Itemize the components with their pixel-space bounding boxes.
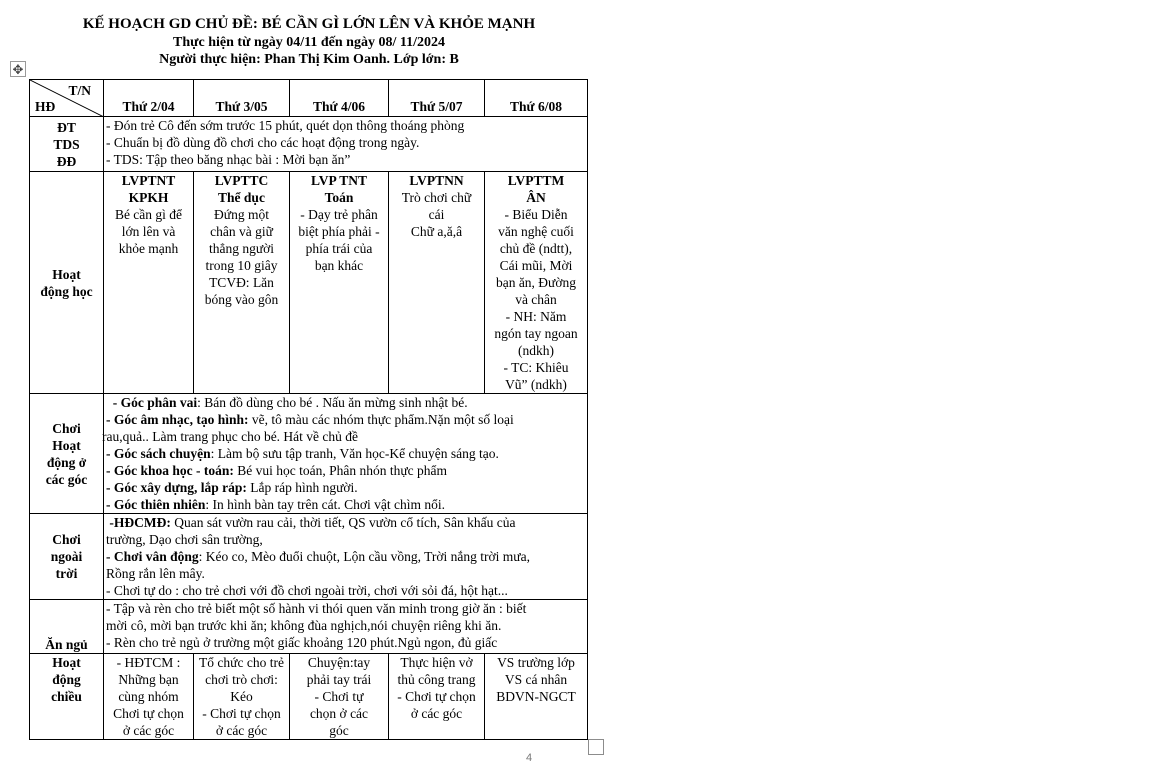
text-line: - Biểu Diễn	[504, 207, 568, 222]
goc-key: - Góc thiên nhiên	[106, 497, 206, 512]
label-line: ĐT	[57, 119, 76, 135]
corner-top-label: T/N	[68, 83, 91, 98]
text-line: Cái mũi, Mời	[499, 258, 573, 273]
hdh-cell-wed	[290, 172, 389, 394]
text-line: - NH: Năm	[505, 309, 567, 324]
goc-text: : Làm bộ sưu tập tranh, Văn học-Kể chuyện sáng tạo.	[210, 446, 499, 461]
goc-item	[106, 445, 585, 462]
label-line: Hoạt	[52, 266, 81, 282]
plan-table	[29, 79, 588, 740]
goc-key: - Góc sách chuyện	[106, 446, 211, 461]
text-line: - Rèn cho trẻ ngủ ở trường một giấc khoảng 120 phút.Ngủ ngon, đủ giấc	[106, 635, 498, 650]
label-line: Hoạt	[52, 655, 81, 670]
goc-item	[106, 394, 585, 411]
text-line: và chân	[515, 292, 557, 307]
text-line: ở các góc	[122, 723, 175, 738]
text-line: khỏe mạnh	[118, 241, 179, 256]
label-line: Hoạt	[52, 437, 81, 453]
text-line: - Đón trẻ Cô đến sớm trước 15 phút, quét dọn thông thoáng phòng	[106, 118, 465, 133]
don-tre-content	[104, 117, 588, 172]
subject-line: Thể dục	[218, 190, 265, 205]
text-line: lớn lên và	[121, 224, 176, 239]
corner-bottom-label: HĐ	[35, 99, 56, 114]
text-line: phía trái của	[305, 241, 373, 256]
label-line: Chơi	[52, 532, 81, 547]
row-label-don-tre	[30, 117, 104, 172]
goc-text: Bé vui học toán, Phân nhón thực phẩm	[233, 463, 448, 478]
row-hoat-dong-hoc	[30, 172, 588, 394]
ngoai-item	[106, 582, 585, 599]
goc-item	[106, 479, 585, 496]
text-line: TCVĐ: Lăn	[209, 275, 274, 290]
text-line: chọn ở các	[309, 706, 369, 721]
row-label-an-ngu: Ăn ngủ	[30, 600, 104, 654]
row-label-hoat-dong-chieu	[30, 654, 104, 740]
row-label-choi-goc	[30, 394, 104, 514]
goc-text: Lắp ráp hình người.	[246, 480, 358, 495]
text-line: thẳng người	[208, 241, 275, 256]
text-line: chân và giữ	[210, 224, 273, 239]
label-line: động ở	[46, 454, 87, 470]
goc-item	[102, 428, 585, 445]
text-line: Đứng một	[214, 207, 269, 222]
ngoai-text: Quan sát vườn rau cải, thời tiết, QS vườn cổ tích, Sân khấu của	[170, 515, 516, 530]
subject-line: LVPTNT	[121, 173, 176, 188]
an-ngu-content	[104, 600, 588, 654]
text-line: - TDS: Tập theo băng nhạc bài : Mời bạn ăn”	[106, 152, 351, 167]
ngoai-item	[106, 548, 585, 565]
goc-text: : In hình bàn tay trên cát. Chơi vật chìm nổi.	[205, 497, 445, 512]
text-line: phải tay trái	[306, 672, 372, 687]
text-line: Những bạn	[118, 672, 179, 687]
subject-line: LVPTNN	[409, 173, 464, 188]
text-line: bạn ăn, Đường	[495, 275, 577, 290]
text-line: - Chơi tự chọn	[397, 689, 476, 704]
label-line: ĐĐ	[56, 153, 77, 169]
goc-text: : Bán đồ dùng cho bé . Nấu ăn mừng sinh nhật bé.	[197, 395, 468, 410]
chieu-cell-mon	[104, 654, 194, 740]
text-line: Tổ chức cho trẻ	[199, 655, 284, 670]
text-line: Trò chơi chữ	[401, 190, 472, 205]
plan-dates: Thực hiện từ ngày 04/11 đến ngày 08/ 11/2024	[173, 35, 445, 50]
label-line: động học	[40, 283, 93, 299]
label-line: chiều	[51, 689, 82, 704]
text-line: bóng vào gôn	[204, 292, 279, 307]
row-hoat-dong-chieu	[30, 654, 588, 740]
subject-line: LVPTTM	[507, 173, 565, 188]
ngoai-key: -HĐCMĐ:	[109, 515, 171, 530]
text-line: Thực hiện vở	[400, 655, 473, 670]
row-choi-ngoai-troi	[30, 514, 588, 600]
text-line: Bé cần gì để	[114, 207, 183, 222]
text-line: Chơi tự chọn	[113, 706, 184, 721]
label-line: Chơi	[52, 420, 81, 436]
corner-cell	[30, 80, 104, 117]
goc-key: - Góc âm nhạc, tạo hình:	[106, 412, 249, 427]
text-line: - Tập và rèn cho trẻ biết một số hành vi thói quen văn minh trong giờ ăn : biết	[106, 601, 527, 616]
day-header: Thứ 3/05	[194, 80, 290, 117]
text-line: ở các góc	[215, 723, 268, 738]
page-number: 4	[526, 752, 533, 764]
text-line: mời cô, mời bạn trước khi ăn; không đùa nghịch,nói chuyện riêng khi ăn.	[106, 618, 502, 633]
text-line: Vũ” (ndkh)	[505, 377, 567, 392]
text-line: Chữ a,ă,â	[410, 224, 463, 239]
text-line: (ndkh)	[518, 343, 554, 358]
text-line: cùng nhóm	[118, 689, 179, 704]
goc-text: vẽ, tô màu các nhóm thực phẩm.Nặn một số loại	[248, 412, 514, 427]
label-line: trời	[55, 566, 78, 581]
text-line: bạn khác	[314, 258, 364, 273]
goc-item	[106, 411, 585, 428]
chieu-cell-tue	[194, 654, 290, 740]
row-label-choi-ngoai-troi	[30, 514, 104, 600]
text-line: Chuyện:tay	[307, 655, 371, 670]
text-line: - HĐTCM :	[116, 655, 181, 670]
text-line: cái	[428, 207, 445, 222]
hdh-cell-fri	[485, 172, 588, 394]
chieu-cell-wed	[290, 654, 389, 740]
text-line: văn nghệ cuối	[498, 224, 574, 239]
ngoai-key: - Chơi vân động	[106, 549, 199, 564]
text-line: VS trường lớp	[497, 655, 575, 670]
label-line: ngoài	[50, 549, 83, 564]
text-line: - TC: Khiêu	[503, 360, 569, 375]
hdh-cell-tue	[194, 172, 290, 394]
goc-key: - Góc xây dựng, lắp ráp:	[106, 480, 247, 495]
goc-key: - Góc phân vai	[112, 395, 198, 410]
plan-title: KẾ HOẠCH GD CHỦ ĐỀ: BÉ CẦN GÌ LỚN LÊN VÀ KHỎE MẠNH	[82, 16, 536, 32]
ngoai-item	[106, 531, 585, 548]
chieu-cell-thu	[389, 654, 485, 740]
row-don-tre	[30, 117, 588, 172]
ngoai-text: : Kéo co, Mèo đuổi chuột, Lộn cầu vồng, Trời nắng trời mưa,	[198, 549, 530, 564]
day-header: Thứ 5/07	[389, 80, 485, 117]
hdh-cell-thu	[389, 172, 485, 394]
subject-line: LVP TNT	[311, 173, 367, 188]
text-line: VS cá nhân	[504, 672, 568, 687]
chieu-cell-fri	[485, 654, 588, 740]
day-header: Thứ 4/06	[290, 80, 389, 117]
ngoai-text: - Chơi tự do : cho trẻ chơi với đồ chơi ngoài trời, chơi với sỏi đá, hột hạt...	[106, 583, 508, 598]
text-line: - Dạy trẻ phân	[300, 207, 378, 222]
ngoai-item	[106, 514, 585, 531]
subject-line: KPKH	[128, 190, 169, 205]
row-an-ngu	[30, 600, 588, 654]
text-line: ở các góc	[410, 706, 463, 721]
day-header: Thứ 6/08	[485, 80, 588, 117]
choi-ngoai-troi-content	[104, 514, 588, 600]
choi-goc-content	[104, 394, 588, 514]
text-line: chủ đề (ndtt),	[499, 241, 573, 256]
goc-text: rau,quả.. Làm trang phục cho bé. Hát về chủ đề	[102, 429, 359, 444]
row-label-hoat-dong-hoc	[30, 172, 104, 394]
corner-mark-icon	[588, 739, 604, 755]
move-handle-icon[interactable]: ✥	[10, 61, 26, 77]
label-line: TDS	[53, 136, 80, 152]
goc-item	[106, 496, 585, 513]
text-line: ngón tay ngoan	[494, 326, 578, 341]
text-line: BDVN-NGCT	[496, 689, 576, 704]
label-line: động	[52, 672, 81, 687]
ngoai-text: Rồng rắn lên mây.	[106, 566, 205, 581]
day-header: Thứ 2/04	[104, 80, 194, 117]
subject-line: Toán	[324, 190, 354, 205]
text-line: biệt phía phải -	[298, 224, 380, 239]
text-line: thủ công trang	[397, 672, 476, 687]
subject-line: ÂN	[526, 190, 546, 205]
text-line: chơi trò chơi:	[205, 672, 278, 687]
ngoai-item	[106, 565, 585, 582]
table-header-row	[30, 80, 588, 117]
text-line: trong 10 giây	[205, 258, 278, 273]
text-line: - Chơi tự chọn	[202, 706, 281, 721]
goc-item	[106, 462, 585, 479]
goc-key: - Góc khoa học - toán:	[106, 463, 234, 478]
subject-line: LVPTTC	[214, 173, 269, 188]
text-line: góc	[329, 723, 349, 738]
label-line: các góc	[45, 471, 88, 487]
text-line: Kéo	[230, 689, 253, 704]
row-choi-goc	[30, 394, 588, 514]
ngoai-text: trường, Dạo chơi sân trường,	[106, 532, 263, 547]
hdh-cell-mon	[104, 172, 194, 394]
text-line: - Chơi tự	[314, 689, 364, 704]
plan-teacher: Người thực hiện: Phan Thị Kim Oanh. Lớp lớn: B	[159, 52, 459, 67]
text-line: - Chuẩn bị đồ dùng đồ chơi cho các hoạt động trong ngày.	[106, 135, 420, 150]
